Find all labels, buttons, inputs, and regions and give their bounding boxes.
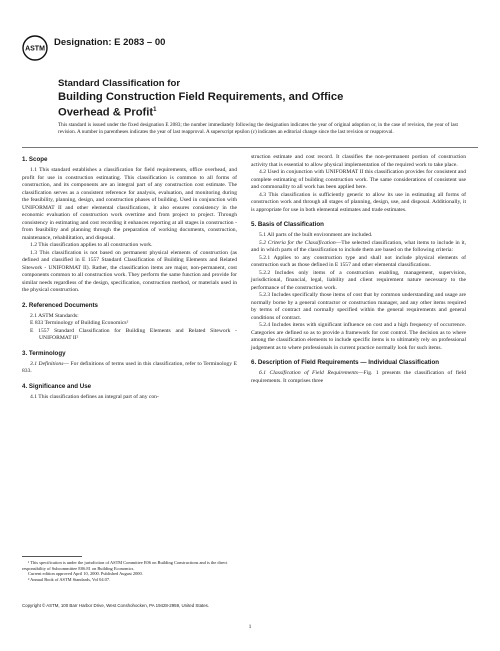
paragraph: 4.1 This classification defines an integral part of any con- (30, 393, 159, 400)
paragraph (251, 370, 466, 385)
paragraph: 2.1 ASTM Standards: (30, 312, 79, 319)
classification-label: 6.1 Classification of Field Requirements (259, 370, 358, 376)
section-heading: 1. Scope (22, 156, 48, 163)
footnote: ² Annual Book of ASTM Standards, Vol 04.07. (28, 576, 111, 582)
term-text: — For definitions of terms used in this classification, refer to Terminology E 833. (22, 360, 237, 374)
left-column (22, 156, 237, 401)
divider (22, 147, 478, 148)
footnote: Current edition approved April 10, 2000. Published August 2000. (28, 571, 143, 577)
footnotes (22, 556, 237, 582)
paragraph (251, 240, 466, 255)
paragraph: 5.2.3 Includes specifically those items of cost that by common understanding and usage are normally borne by a general contractor or construction manager, and any other items required by terms of contract and normally specified within the general requirements and general conditions of contract. (251, 292, 466, 321)
issuance-notice: This standard is issued under the fixed designation E 2083; the number immediately following the designation indicates the year of original adoption or, in the case of revision, the year of last revision. A number in parentheses indicates the year of last reapproval. A superscript epsilon (ε) indicates an editorial change since the last revision or reapproval. (58, 122, 458, 135)
title-footnote-mark: 1 (153, 106, 157, 113)
paragraph: 4.3 This classification is sufficiently generic to allow its use in estimating all forms of construction work and through all stages of planning, design, use, and disposal. Additionally, it is appropriate for use in both elemental estimates and trade estimates. (251, 191, 466, 213)
classification-text: —Fig. 1 presents the classification of field requirements. It comprises three (251, 370, 466, 384)
section-heading: 4. Significance and Use (22, 382, 92, 390)
paragraph: 4.2 Used in conjunction with UNIFORMAT II this classification provides for consistent and complete estimating of building construction work. The same considerations of consistent use and commonality to all work has been applied here. (251, 169, 466, 190)
reference-item: E 833 Terminology of Building Economics² (30, 320, 129, 326)
paragraph: 5.2.4 Includes items with significant influence on cost and a high frequency of occurrence. Categories are defined so as to provide a framework for cost control. The decision as to where among the classification elements to include specific items is to ultimately rely on professional judgement as to where professionals in current practice normally look for such items. (251, 322, 466, 351)
paragraph: 1.3 This classification is not based on permanent physical elements of construction (as defined and classified in E 1557 Standard Classification of Building Elements and Related Sitework - UNIFORMAT II). Rather, the classification items are major, non-permanent, cost components common to all construction work. They perform the same function and provide for similar needs regardless of the design, specification, construction method, or materials used in the physical construction. (22, 249, 237, 293)
section-heading: 5. Basis of Classification (251, 221, 324, 228)
paragraph (22, 361, 237, 376)
paragraph: 5.2.1 Applies to any construction type and shall not include physical elements of construction such as those defined in E 1557 and other elemental classifications. (251, 254, 466, 268)
page-number: 1 (248, 624, 252, 630)
astm-logo (22, 35, 48, 61)
section-heading: 3. Terminology (22, 349, 66, 357)
footnote-rule (22, 556, 82, 557)
paragraph: 5.1 All parts of the built environment are included. (259, 232, 373, 238)
title-line-1: Standard Classification for (58, 78, 181, 89)
criteria-text: —The selected classification, what items to include in it, and in which parts of the classification to include them are based on the following criteria: (251, 239, 466, 253)
right-column (251, 154, 466, 385)
designation: Designation: E 2083 – 00 (54, 37, 166, 48)
paragraph: struction estimate and cost record. It classifies the non-permanent portion of construction activity that is essential to allow physical implementation of the required work to take place. (251, 154, 466, 168)
title-line-3: Overhead & Profit (58, 106, 154, 119)
term-label: 3.1 Definitions (30, 360, 64, 367)
document-title (58, 78, 458, 119)
section-heading: 2. Referenced Documents (22, 301, 98, 309)
copyright-line: Copyright © ASTM, 100 Barr Harbor Drive, West Conshohocken, PA 19428-2959, United States. (22, 603, 210, 608)
title-line-2: Building Construction Field Requirements, and Office (58, 91, 344, 104)
paragraph: 5.2.2 Includes only items of a construction enabling, management, supervision, jurisdictional, financial, legal, liability and client requirement nature necessary to the performance of the construction work. (251, 269, 466, 291)
paragraph: 1.2 This classification applies to all construction work. (30, 242, 153, 248)
section-heading: 6. Description of Field Requirements — Individual Classification (251, 359, 440, 366)
reference-item: E 1557 Standard Classification for Building Elements and Related Sitework - UNIFORMAT II² (30, 327, 237, 341)
footnote: ¹ This specification is under the jurisdiction of ASTM Committee E06 on Building Constructions and is the direct responsibility of Subcommittee E06.81 on Building Economics. (22, 560, 228, 571)
criteria-label: 5.2 Criteria for the Classification (259, 239, 336, 246)
logo-text: ASTM (25, 45, 45, 53)
paragraph: 1.1 This standard establishes a classification for field requirements, office overhead, and profit for use in construction estimating. This classification is common to all forms of construction, and its components are an integral part of any construction cost estimate. The classification serves as a consistent reference for analysis, evaluation, and monitoring during the feasibility, planning, design, and construction phases of building. Used in conjunction with UNIFORMAT II and other elemental classifications, it also ensures consistency in the economic evaluation of construction work overtime and from project to project. Through consistency in estimating and cost recording it enhances reporting at all stages in construction - from feasibility and planning through the preparation of working documents, construction, maintenance, rehabilitation, and disposal. (22, 167, 237, 241)
